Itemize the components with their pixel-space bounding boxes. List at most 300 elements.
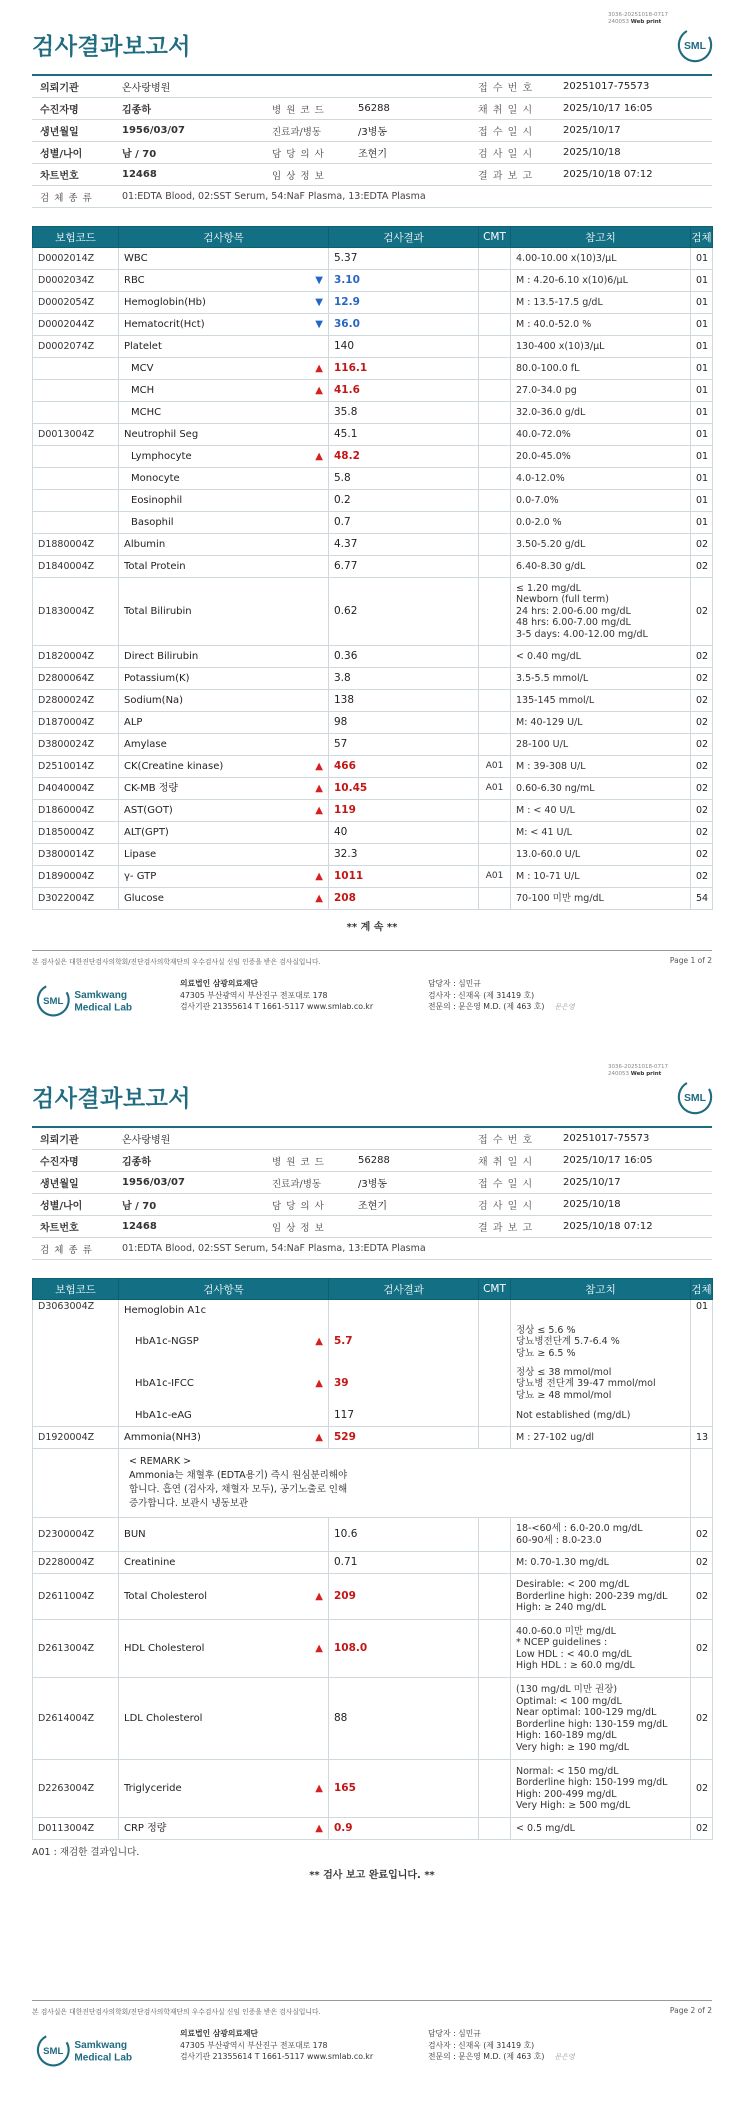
result-value: 88 xyxy=(329,1678,479,1760)
reference-range: 3.5-5.5 mmol/L xyxy=(511,668,691,690)
high-flag-icon: ▲ xyxy=(315,782,323,794)
high-flag-icon: ▲ xyxy=(315,362,323,374)
reference-range: 28-100 U/L xyxy=(511,734,691,756)
comment-code xyxy=(479,1363,511,1405)
reference-range: M : 10-71 U/L xyxy=(511,866,691,888)
svg-text:Medical Lab: Medical Lab xyxy=(74,2052,132,2064)
specimen-code: 02 xyxy=(691,646,713,668)
institution-value: 온사랑병원 xyxy=(114,75,264,98)
reference-range: M : 40.0-52.0 % xyxy=(511,314,691,336)
test-name: Ammonia(NH3) ▲ xyxy=(119,1427,329,1449)
ammonia-remark: < REMARK > Ammonia는 채혈후 (EDTA용기) 즉시 원심분리해야 합니다. 흡연 (검사자, 채혈자 모두), 공기노출로 인해 증가합니다. 보관시 냉동보관 xyxy=(119,1449,691,1518)
insurance-code: D0013004Z xyxy=(33,424,119,446)
result-value: 39 xyxy=(329,1363,479,1405)
print-id: 3036-20251018-0717 240053 Web print xyxy=(608,1064,668,1077)
test-name: Glucose ▲ xyxy=(119,888,329,910)
result-value: 1011 xyxy=(329,866,479,888)
reference-range: 135-145 mmol/L xyxy=(511,690,691,712)
reference-range: 4.0-12.0% xyxy=(511,468,691,490)
comment-code xyxy=(479,690,511,712)
insurance-code: D2800064Z xyxy=(33,668,119,690)
insurance-code: D1890004Z xyxy=(33,866,119,888)
specimen-code: 01 xyxy=(691,446,713,468)
comment-code xyxy=(479,1405,511,1427)
reference-range: 6.40-8.30 g/dL xyxy=(511,556,691,578)
result-value: 0.2 xyxy=(329,490,479,512)
svg-text:Medical Lab: Medical Lab xyxy=(74,1002,132,1014)
result-value: 0.9 xyxy=(329,1818,479,1840)
comment-code xyxy=(479,292,511,314)
test-name: MCHC xyxy=(119,402,329,424)
reference-range: M : 27-102 ug/dl xyxy=(511,1427,691,1449)
insurance-code: D1820004Z xyxy=(33,646,119,668)
samkwang-logo-icon xyxy=(36,978,132,1022)
result-value: 32.3 xyxy=(329,844,479,866)
test-name: Lymphocyte ▲ xyxy=(119,446,329,468)
result-value: 117 xyxy=(329,1405,479,1427)
comment-code xyxy=(479,424,511,446)
comment-code xyxy=(479,248,511,270)
insurance-code: D3800014Z xyxy=(33,844,119,866)
document-title: 검사결과보고서 xyxy=(32,1086,192,1112)
comment-code xyxy=(479,468,511,490)
test-name: Hemoglobin A1c xyxy=(119,1300,329,1322)
specimen-code: 02 xyxy=(691,712,713,734)
reference-range: M: 40-129 U/L xyxy=(511,712,691,734)
specimen-code: 01 xyxy=(691,1300,713,1427)
table-row xyxy=(33,822,713,844)
low-flag-icon: ▼ xyxy=(315,318,323,330)
test-name: MCH ▲ xyxy=(119,380,329,402)
high-flag-icon: ▲ xyxy=(315,870,323,882)
table-row xyxy=(33,1552,713,1574)
reference-range: (130 mg/dL 미만 권장) Optimal: < 100 mg/dL Near optimal: 100-129 mg/dL Borderline high: 130-159 mg/dL High: 160-189 mg/dL Very high: ≥ 190 mg/dL xyxy=(511,1678,691,1760)
high-flag-icon: ▲ xyxy=(315,450,323,462)
table-row xyxy=(33,1363,713,1405)
insurance-code: D0002034Z xyxy=(33,270,119,292)
test-name: HbA1c-NGSP ▲ xyxy=(119,1321,329,1363)
specimen-code: 02 xyxy=(691,844,713,866)
result-value: 35.8 xyxy=(329,402,479,424)
specimen-code: 02 xyxy=(691,1760,713,1818)
test-name: Direct Bilirubin xyxy=(119,646,329,668)
table-row xyxy=(33,1518,713,1552)
comment-code xyxy=(479,534,511,556)
table-row xyxy=(33,270,713,292)
comment-code xyxy=(479,1678,511,1760)
specimen-code: 02 xyxy=(691,1818,713,1840)
comment-code xyxy=(479,1620,511,1678)
specimen-code: 01 xyxy=(691,490,713,512)
insurance-code: D3063004Z xyxy=(33,1300,119,1427)
specimen-code: 01 xyxy=(691,270,713,292)
test-name: CK-MB 정량 ▲ xyxy=(119,778,329,800)
comment-code xyxy=(479,578,511,646)
page-number: Page 1 of 2 xyxy=(669,956,712,965)
report-page-2 xyxy=(0,1052,744,2104)
continue-note: ** 계 속 ** xyxy=(346,922,398,933)
reference-range: 정상 ≤ 5.6 % 당뇨병전단계 5.7-6.4 % 당뇨 ≥ 6.5 % xyxy=(511,1321,691,1363)
lab-staff: 담당자 : 심민규 검사자 : 신재욱 (제 31419 호) 전문의 : 문은영 M.D. (제 463 호) 문은영 xyxy=(428,2029,575,2061)
result-value: 140 xyxy=(329,336,479,358)
reference-range: 0.0-7.0% xyxy=(511,490,691,512)
insurance-code xyxy=(33,358,119,380)
certification-note: 본 검사실은 대한진단검사의학회/진단검사의학재단의 우수검사실 신임 인증을 받은 검사실입니다. xyxy=(32,958,321,966)
svg-text:SML: SML xyxy=(683,1092,707,1104)
specimen-code: 01 xyxy=(691,380,713,402)
insurance-code: D2280004Z xyxy=(33,1552,119,1574)
insurance-code: D2800024Z xyxy=(33,690,119,712)
high-flag-icon: ▲ xyxy=(315,384,323,396)
specialist-signature: 문은영 xyxy=(554,2053,575,2061)
comment-code xyxy=(479,1818,511,1840)
insurance-code: D2613004Z xyxy=(33,1620,119,1678)
comment-code xyxy=(479,314,511,336)
specimen-code: 01 xyxy=(691,358,713,380)
test-name: HbA1c-eAG xyxy=(119,1405,329,1427)
specimen-code: 01 xyxy=(691,292,713,314)
test-name: Basophil xyxy=(119,512,329,534)
insurance-code: D2300004Z xyxy=(33,1518,119,1552)
comment-code xyxy=(479,1300,511,1322)
table-row xyxy=(33,336,713,358)
comment-code xyxy=(479,358,511,380)
reference-range: 13.0-60.0 U/L xyxy=(511,844,691,866)
insurance-code: D1860004Z xyxy=(33,800,119,822)
table-row xyxy=(33,424,713,446)
table-row xyxy=(33,1405,713,1427)
test-name: CK(Creatine kinase) ▲ xyxy=(119,756,329,778)
comment-code: A01 xyxy=(479,866,511,888)
comment-code xyxy=(479,490,511,512)
reference-range: M: < 41 U/L xyxy=(511,822,691,844)
svg-text:SML: SML xyxy=(683,40,707,52)
result-value: 41.6 xyxy=(329,380,479,402)
insurance-code: D2614004Z xyxy=(33,1678,119,1760)
reference-range: M : < 40 U/L xyxy=(511,800,691,822)
results-body-page-1 xyxy=(33,248,713,910)
insurance-code: D0113004Z xyxy=(33,1818,119,1840)
specialist-signature: 문은영 xyxy=(554,1003,575,1011)
results-table-page-2: 보험코드 검사항목 검사결과 CMT 참고치 검체 D3063004Z Hemoglobin A1c 01 HbA1c-NGSP ▲ 5.7 정상 ≤ 5.6 % 당뇨병전단계 5.7-6.4 % 당뇨 ≥ 6.5 % HbA1c-IFCC ▲ 39 정상 ≤ 38 mmol/mol 당뇨병 전단계 39-47 mmol/mol 당뇨 ≥ 48 mmol/mol HbA1c-eAG 117 Not established (mg/dL) D1920004Z Ammonia(NH3) ▲ 529 M : 27-102 ug/dl 13 < REMARK > Ammonia는 채혈후 (EDTA용기) 즉시 원심분리해야 합니다. 흡연 (검사자, 채혈자 모두), 공기노출로 인해 증가합니다. 보관시 냉동보관 D2300004Z BUN 10.6 18-<60세 : 6.0-20.0 mg/dL 60-90세 : 8.0-23.0 02 D2280004Z Creatinine 0.71 M: 0.70-1.30 mg/dL 02 D2611004Z Total Cholesterol ▲ 209 Desirable: < 200 mg/dL Borderline high: 200-239 mg/dL High: ≥ 240 mg/dL 02 D2613004Z HDL Cholesterol ▲ 108.0 40.0-60.0 미만 mg/dL * NCEP guidelines : Low HDL : < 40.0 mg/dL High HDL : ≥ 60.0 mg/dL 02 D2614004Z LDL Cholesterol 88 (130 mg/dL 미만 권장) Optimal: < 100 mg/dL Near optimal: 100-129 mg/dL Borderline high: 130-159 mg/dL High: 160-189 mg/dL Very high: ≥ 190 mg/dL 02 D2263004Z Triglyceride ▲ 165 Normal: < 150 mg/dL Borderline high: 150-199 mg/dL High: 200-499 mg/dL Very High: ≥ 500 mg/dL 02 D0113004Z CRP 정량 ▲ 0.9 < 0.5 mg/dL 02 xyxy=(32,1278,713,1840)
table-row xyxy=(33,668,713,690)
table-row xyxy=(33,292,713,314)
patient-name-value: 김종하 xyxy=(114,98,264,120)
high-flag-icon: ▲ xyxy=(315,760,323,772)
table-row xyxy=(33,1620,713,1678)
table-row xyxy=(33,778,713,800)
remark-blank xyxy=(691,1449,713,1518)
reference-range: 40.0-72.0% xyxy=(511,424,691,446)
high-flag-icon: ▲ xyxy=(315,1782,323,1794)
result-value: 6.77 xyxy=(329,556,479,578)
samkwang-logo-icon xyxy=(36,2028,132,2072)
result-value: 98 xyxy=(329,712,479,734)
test-name: Total Protein xyxy=(119,556,329,578)
test-name: HDL Cholesterol ▲ xyxy=(119,1620,329,1678)
specimen-code: 02 xyxy=(691,734,713,756)
reference-range: 130-400 x(10)3/μL xyxy=(511,336,691,358)
test-name: Amylase xyxy=(119,734,329,756)
high-flag-icon: ▲ xyxy=(315,804,323,816)
result-value: 209 xyxy=(329,1574,479,1620)
lab-staff: 담당자 : 심민규 검사자 : 신재욱 (제 31419 호) 전문의 : 문은영 M.D. (제 463 호) 문은영 xyxy=(428,979,575,1011)
specimen-code: 02 xyxy=(691,1552,713,1574)
reference-range: 4.00-10.00 x(10)3/μL xyxy=(511,248,691,270)
test-name: ALP xyxy=(119,712,329,734)
report-complete-note: ** 검사 보고 완료입니다. ** xyxy=(309,1870,435,1881)
result-value: 208 xyxy=(329,888,479,910)
specimen-code: 01 xyxy=(691,336,713,358)
specimen-code: 02 xyxy=(691,822,713,844)
reference-range: 40.0-60.0 미만 mg/dL * NCEP guidelines : Low HDL : < 40.0 mg/dL High HDL : ≥ 60.0 mg/dL xyxy=(511,1620,691,1678)
specimen-code: 01 xyxy=(691,248,713,270)
reference-range: M: 0.70-1.30 mg/dL xyxy=(511,1552,691,1574)
result-value: 5.7 xyxy=(329,1321,479,1363)
table-row xyxy=(33,1427,713,1449)
insurance-code: D2510014Z xyxy=(33,756,119,778)
test-name: BUN xyxy=(119,1518,329,1552)
reference-range xyxy=(511,1300,691,1322)
specimen-code: 02 xyxy=(691,668,713,690)
result-value: 5.37 xyxy=(329,248,479,270)
specimen-code: 13 xyxy=(691,1427,713,1449)
result-value: 10.6 xyxy=(329,1518,479,1552)
insurance-code xyxy=(33,512,119,534)
insurance-code: D1870004Z xyxy=(33,712,119,734)
specimen-types: 01:EDTA Blood, 02:SST Serum, 54:NaF Plasma, 13:EDTA Plasma xyxy=(114,186,712,208)
test-name: γ- GTP ▲ xyxy=(119,866,329,888)
reference-range: < 0.40 mg/dL xyxy=(511,646,691,668)
test-name: LDL Cholesterol xyxy=(119,1678,329,1760)
table-row xyxy=(33,1574,713,1620)
comment-code xyxy=(479,1518,511,1552)
result-value: 0.71 xyxy=(329,1552,479,1574)
reference-range: 3.50-5.20 g/dL xyxy=(511,534,691,556)
insurance-code xyxy=(33,490,119,512)
test-name: Platelet xyxy=(119,336,329,358)
reference-range: < 0.5 mg/dL xyxy=(511,1818,691,1840)
table-row xyxy=(33,490,713,512)
table-row xyxy=(33,712,713,734)
insurance-code: D3800024Z xyxy=(33,734,119,756)
svg-text:Samkwang: Samkwang xyxy=(74,990,128,1002)
table-row xyxy=(33,734,713,756)
specimen-code: 02 xyxy=(691,1620,713,1678)
svg-text:SML: SML xyxy=(43,2045,64,2057)
comment-code xyxy=(479,668,511,690)
test-name: Total Cholesterol ▲ xyxy=(119,1574,329,1620)
specimen-code: 02 xyxy=(691,756,713,778)
comment-code xyxy=(479,446,511,468)
test-name: CRP 정량 ▲ xyxy=(119,1818,329,1840)
comment-code xyxy=(479,712,511,734)
table-row xyxy=(33,358,713,380)
test-name: Albumin xyxy=(119,534,329,556)
specimen-code: 01 xyxy=(691,512,713,534)
result-value: 0.7 xyxy=(329,512,479,534)
reference-range: 32.0-36.0 g/dL xyxy=(511,402,691,424)
table-row xyxy=(33,468,713,490)
result-value: 165 xyxy=(329,1760,479,1818)
page-number: Page 2 of 2 xyxy=(669,2006,712,2015)
comment-code xyxy=(479,734,511,756)
result-value: 45.1 xyxy=(329,424,479,446)
reference-range: Desirable: < 200 mg/dL Borderline high: 200-239 mg/dL High: ≥ 240 mg/dL xyxy=(511,1574,691,1620)
test-name: Lipase xyxy=(119,844,329,866)
insurance-code: D2611004Z xyxy=(33,1574,119,1620)
comment-code xyxy=(479,1321,511,1363)
specimen-code: 01 xyxy=(691,402,713,424)
result-value: 0.62 xyxy=(329,578,479,646)
result-value: 529 xyxy=(329,1427,479,1449)
sml-logo-icon xyxy=(676,26,714,64)
results-body-page-2 xyxy=(33,1300,713,1840)
comment-code xyxy=(479,512,511,534)
remark-row xyxy=(33,1449,713,1518)
test-name: Creatinine xyxy=(119,1552,329,1574)
comment-code xyxy=(479,1552,511,1574)
table-row xyxy=(33,1300,713,1322)
insurance-code: D1920004Z xyxy=(33,1427,119,1449)
reference-range: 정상 ≤ 38 mmol/mol 당뇨병 전단계 39-47 mmol/mol 당뇨 ≥ 48 mmol/mol xyxy=(511,1363,691,1405)
specimen-code: 02 xyxy=(691,800,713,822)
specimen-code: 02 xyxy=(691,690,713,712)
result-value: 4.37 xyxy=(329,534,479,556)
insurance-code: D1830004Z xyxy=(33,578,119,646)
table-row xyxy=(33,314,713,336)
table-row xyxy=(33,512,713,534)
high-flag-icon: ▲ xyxy=(315,1378,323,1389)
result-value: 138 xyxy=(329,690,479,712)
comment-code xyxy=(479,1574,511,1620)
reference-range: 70-100 미만 mg/dL xyxy=(511,888,691,910)
reference-range: ≤ 1.20 mg/dL Newborn (full term) 24 hrs: 2.00-6.00 mg/dL 48 hrs: 6.00-7.00 mg/dL 3-5 days: 4.00-12.00 mg/dL xyxy=(511,578,691,646)
result-value: 5.8 xyxy=(329,468,479,490)
insurance-code xyxy=(33,468,119,490)
test-name: AST(GOT) ▲ xyxy=(119,800,329,822)
test-name: Triglyceride ▲ xyxy=(119,1760,329,1818)
specimen-code: 02 xyxy=(691,866,713,888)
insurance-code: D1850004Z xyxy=(33,822,119,844)
result-value: 36.0 xyxy=(329,314,479,336)
reference-range: 18-<60세 : 6.0-20.0 mg/dL 60-90세 : 8.0-23.0 xyxy=(511,1518,691,1552)
high-flag-icon: ▲ xyxy=(315,892,323,904)
insurance-code xyxy=(33,402,119,424)
specimen-code: 02 xyxy=(691,1574,713,1620)
test-name: Hematocrit(Hct) ▼ xyxy=(119,314,329,336)
test-name: Eosinophil xyxy=(119,490,329,512)
high-flag-icon: ▲ xyxy=(315,1336,323,1347)
reference-range: 27.0-34.0 pg xyxy=(511,380,691,402)
table-row xyxy=(33,534,713,556)
high-flag-icon: ▲ xyxy=(315,1431,323,1443)
reference-range: 0.60-6.30 ng/mL xyxy=(511,778,691,800)
comment-code xyxy=(479,844,511,866)
specimen-code: 01 xyxy=(691,468,713,490)
result-value xyxy=(329,1300,479,1322)
result-value: 3.10 xyxy=(329,270,479,292)
insurance-code: D2263004Z xyxy=(33,1760,119,1818)
table-row xyxy=(33,1760,713,1818)
reference-range: 0.0-2.0 % xyxy=(511,512,691,534)
insurance-code: D4040004Z xyxy=(33,778,119,800)
certification-note: 본 검사실은 대한진단검사의학회/진단검사의학재단의 우수검사실 신임 인증을 받은 검사실입니다. xyxy=(32,2008,321,2016)
specimen-code: 02 xyxy=(691,578,713,646)
test-name: Sodium(Na) xyxy=(119,690,329,712)
specimen-code: 02 xyxy=(691,534,713,556)
remark-blank xyxy=(33,1449,119,1518)
comment-code xyxy=(479,1760,511,1818)
table-row xyxy=(33,1678,713,1760)
insurance-code: D0002014Z xyxy=(33,248,119,270)
table-row xyxy=(33,866,713,888)
table-row xyxy=(33,844,713,866)
test-name: MCV ▲ xyxy=(119,358,329,380)
comment-code: A01 xyxy=(479,756,511,778)
comment-code xyxy=(479,270,511,292)
test-name: WBC xyxy=(119,248,329,270)
result-value: 466 xyxy=(329,756,479,778)
insurance-code: D1840004Z xyxy=(33,556,119,578)
lab-organization: 의료법인 삼광의료재단 47305 부산광역시 부산진구 전포대로 178 검사기관 21355614 T 1661-5117 www.smlab.co.kr xyxy=(180,2029,374,2061)
table-row xyxy=(33,402,713,424)
reference-range: M : 13.5-17.5 g/dL xyxy=(511,292,691,314)
table-row xyxy=(33,690,713,712)
reference-range: Not established (mg/dL) xyxy=(511,1405,691,1427)
receipt-no-value: 20251017-75573 xyxy=(555,75,712,98)
insurance-code: D1880004Z xyxy=(33,534,119,556)
result-value: 48.2 xyxy=(329,446,479,468)
table-row xyxy=(33,248,713,270)
specimen-code: 02 xyxy=(691,556,713,578)
test-name: Neutrophil Seg xyxy=(119,424,329,446)
document-title: 검사결과보고서 xyxy=(32,34,192,60)
table-row xyxy=(33,888,713,910)
result-value: 12.9 xyxy=(329,292,479,314)
table-row xyxy=(33,756,713,778)
comment-code xyxy=(479,556,511,578)
results-table-page-1: 보험코드 검사항목 검사결과 CMT 참고치 검체 D0002014Z WBC 5.37 4.00-10.00 x(10)3/μL 01 D0002034Z RBC ▼ 3.10 M : 4.20-6.10 x(10)6/μL 01 D0002054Z Hemoglobin(Hb) ▼ 12.9 M : 13.5-17.5 g/dL 01 D0002044Z Hematocrit(Hct) ▼ 36.0 M : 40.0-52.0 % 01 D0002074Z Platelet 140 130-400 x(10)3/μL 01 MCV ▲ 116.1 80.0-100.0 fL 01 MCH ▲ 41.6 27.0-34.0 pg 01 MCHC 35.8 32.0-36.0 g/dL 01 D0013004Z Neutrophil Seg 45.1 40.0-72.0% 01 Lymphocyte ▲ 48.2 20.0-45.0% 01 Monocyte 5.8 4.0-12.0% 01 Eosinophil 0.2 0.0-7.0% 01 Basophil 0.7 0.0-2.0 % 01 D1880004Z Albumin 4.37 3.50-5.20 g/dL 02 D1840004Z Total Protein 6.77 6.40-8.30 g/dL 02 D1830004Z Total Bilirubin 0.62 ≤ 1.20 mg/dL Newborn (full term) 24 hrs: 2.00-6.00 mg/dL 48 hrs: 6.00-7.00 mg/dL 3-5 days: 4.00-12.00 mg/dL 02 D1820004Z Direct Bilirubin 0.36 < 0.40 mg/dL 02 D2800064Z Potassium(K) 3.8 3.5-5.5 mmol/L 02 D2800024Z Sodium(Na) 138 135-145 mmol/L 02 D1870004Z ALP 98 M: 40-129 U/L 02 D3800024Z Amylase 57 28-100 U/L 02 D2510014Z CK(Creatine kinase) ▲ 466 A01 M : 39-308 U/L 02 D4040004Z CK-MB 정량 ▲ 10.45 A01 0.60-6.30 ng/mL 02 D1860004Z AST(GOT) ▲ 119 M : < 40 U/L 02 D1850004Z ALT(GPT) 40 M: < 41 U/L 02 D3800014Z Lipase 32.3 13.0-60.0 U/L 02 D1890004Z γ- GTP ▲ 1011 A01 M : 10-71 U/L 02 D3022004Z Glucose ▲ 208 70-100 미만 mg/dL 54 xyxy=(32,226,713,910)
low-flag-icon: ▼ xyxy=(315,296,323,308)
insurance-code: D0002074Z xyxy=(33,336,119,358)
svg-text:Samkwang: Samkwang xyxy=(74,2040,128,2052)
specimen-code: 54 xyxy=(691,888,713,910)
comment-code xyxy=(479,646,511,668)
test-name: Monocyte xyxy=(119,468,329,490)
insurance-code: D0002044Z xyxy=(33,314,119,336)
print-id: 3036-20251018-0717 240053 Web print xyxy=(608,12,668,25)
result-value: 57 xyxy=(329,734,479,756)
insurance-code: D0002054Z xyxy=(33,292,119,314)
specimen-code: 01 xyxy=(691,424,713,446)
result-value: 3.8 xyxy=(329,668,479,690)
table-row xyxy=(33,1321,713,1363)
table-row xyxy=(33,380,713,402)
reference-range: M : 39-308 U/L xyxy=(511,756,691,778)
test-name: Potassium(K) xyxy=(119,668,329,690)
insurance-code xyxy=(33,446,119,468)
specimen-code: 02 xyxy=(691,1518,713,1552)
specimen-code: 02 xyxy=(691,1678,713,1760)
test-name: Hemoglobin(Hb) ▼ xyxy=(119,292,329,314)
table-row xyxy=(33,578,713,646)
insurance-code: D3022004Z xyxy=(33,888,119,910)
result-value: 10.45 xyxy=(329,778,479,800)
patient-info-table: 의뢰기관 온사랑병원 접 수 번 호 20251017-75573 수진자명 김종하 병 원 코 드 56288 채 취 일 시 2025/10/17 16:05 생년월일 1956/03/07 진료과/병동 /3병동 접 수 일 시 2025/10/17 성별/나이 남 / 70 담 당 의 사 조현기 검 사 일 시 2025/10/18 차트번호 12468 임 상 정 보 결 과 보 고 2025/10/18 07:12 검 체 종 류 01:EDTA Blood, 02:SST Serum, 54:NaF Plasma, 13:EDTA Plasma xyxy=(32,1126,712,1260)
result-value: 119 xyxy=(329,800,479,822)
reference-range: 80.0-100.0 fL xyxy=(511,358,691,380)
